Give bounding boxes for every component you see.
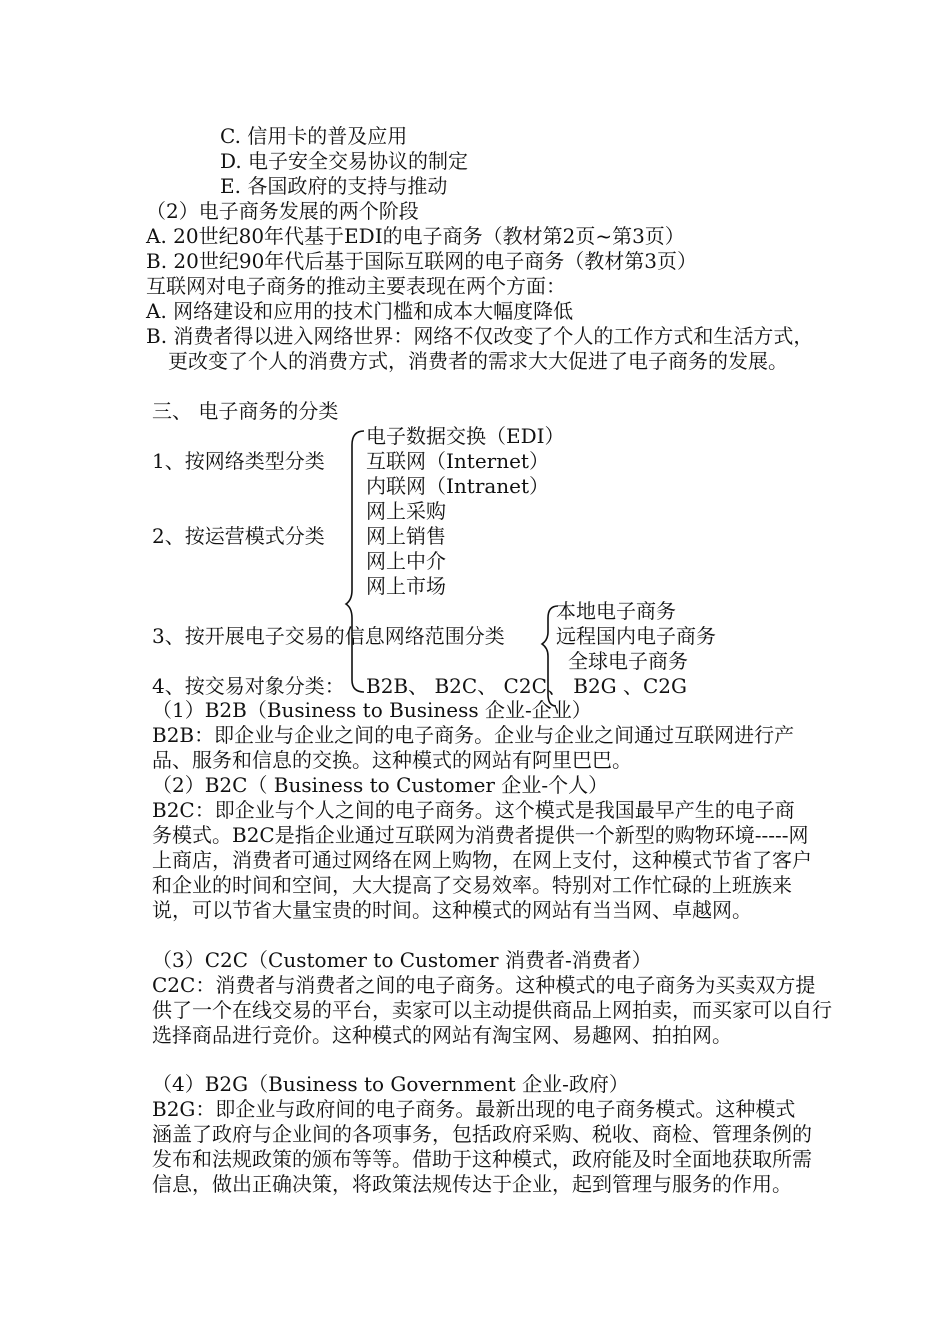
list-item-d: D. 电子安全交易协议的制定: [220, 149, 469, 173]
network-item-internet: 互联网（Internet）: [366, 449, 549, 473]
section-heading-classification: 三、 电子商务的分类: [152, 399, 339, 423]
stage-a: A. 20世纪80年代基于EDI的电子商务（教材第2页~第3页）: [146, 224, 685, 248]
list-item-e: E. 各国政府的支持与推动: [220, 174, 448, 198]
class-by-operation-label: 2、按运营模式分类: [152, 524, 325, 548]
operation-item-purchase: 网上采购: [366, 499, 446, 523]
model-b2g-body: B2G：即企业与政府间的电子商务。最新出现的电子商务模式。这种模式涵盖了政府与企业间的各项事务，包括政府采购、税收、商检、管理条例的发布和法规政策的颁布等等。借助于这种模式，政府能及时全面地获取所需信息，做出正确决策，将政策法规传达于企业，起到管理与服务的作用。: [152, 1097, 812, 1196]
operation-item-market: 网上市场: [366, 574, 446, 598]
operation-item-agent: 网上中介: [366, 549, 446, 573]
model-b2b-body: B2B：即企业与企业之间的电子商务。企业与企业之间通过互联网进行产品、服务和信息的交换。这种模式的网站有阿里巴巴。: [152, 723, 795, 772]
network-item-edi: 电子数据交换（EDI）: [366, 424, 565, 448]
model-b2g-heading: （4）B2G（Business to Government 企业-政府）: [152, 1072, 629, 1096]
model-c2c-body: C2C：消费者与消费者之间的电子商务。这种模式的电子商务为买卖双方提供了一个在线交易的平台，卖家可以主动提供商品上网拍卖，而买家可以自行选择商品进行竞价。这种模式的网站有淘宝网、易趣网、拍拍网。: [152, 973, 832, 1047]
class-by-object-label: 4、按交易对象分类：: [152, 674, 345, 698]
model-b2c-heading: （2）B2C（ Business to Customer 企业-个人）: [152, 773, 609, 797]
stages-heading: （2）电子商务发展的两个阶段: [146, 199, 419, 223]
model-b2c-body: B2C：即企业与个人之间的电子商务。这个模式是我国最早产生的电子商务模式。B2C是指企业通过互联网为消费者提供一个新型的购物环境-----网上商店，消费者可通过网络在网上购物，在网上支付，这种模式节省了客户和企业的时间和空间，大大提高了交易效率。特别对工作忙碌的上班族来说，可以节省大量宝贵的时间。这种模式的网站有当当网、卓越网。: [152, 798, 812, 922]
stage-b: B. 20世纪90年代后基于国际互联网的电子商务（教材第3页）: [146, 249, 698, 273]
large-brace: [346, 431, 364, 692]
internet-point-b: B. 消费者得以进入网络世界：网络不仅改变了个人的工作方式和生活方式，更改变了个人的消费方式，消费者的需求大大促进了电子商务的发展。: [146, 324, 814, 373]
internet-intro: 互联网对电子商务的推动主要表现在两个方面：: [146, 274, 566, 298]
internet-point-a: A. 网络建设和应用的技术门槛和成本大幅度降低: [146, 299, 574, 323]
list-item-c: C. 信用卡的普及应用: [220, 124, 408, 148]
class-by-range-label: 3、按开展电子交易的信息网络范围分类: [152, 624, 505, 648]
class-by-network-label: 1、按网络类型分类: [152, 449, 325, 473]
range-item-local: 本地电子商务: [556, 599, 676, 623]
object-items: B2B、 B2C、 C2C、 B2G 、C2G: [366, 674, 688, 698]
range-item-global: 全球电子商务: [568, 649, 688, 673]
model-b2b-heading: （1）B2B（Business to Business 企业-企业）: [152, 698, 592, 722]
network-item-intranet: 内联网（Intranet）: [366, 474, 550, 498]
model-c2c-heading: （3）C2C（Customer to Customer 消费者-消费者）: [152, 948, 652, 972]
range-item-domestic: 远程国内电子商务: [556, 624, 716, 648]
operation-item-sales: 网上销售: [366, 524, 446, 548]
